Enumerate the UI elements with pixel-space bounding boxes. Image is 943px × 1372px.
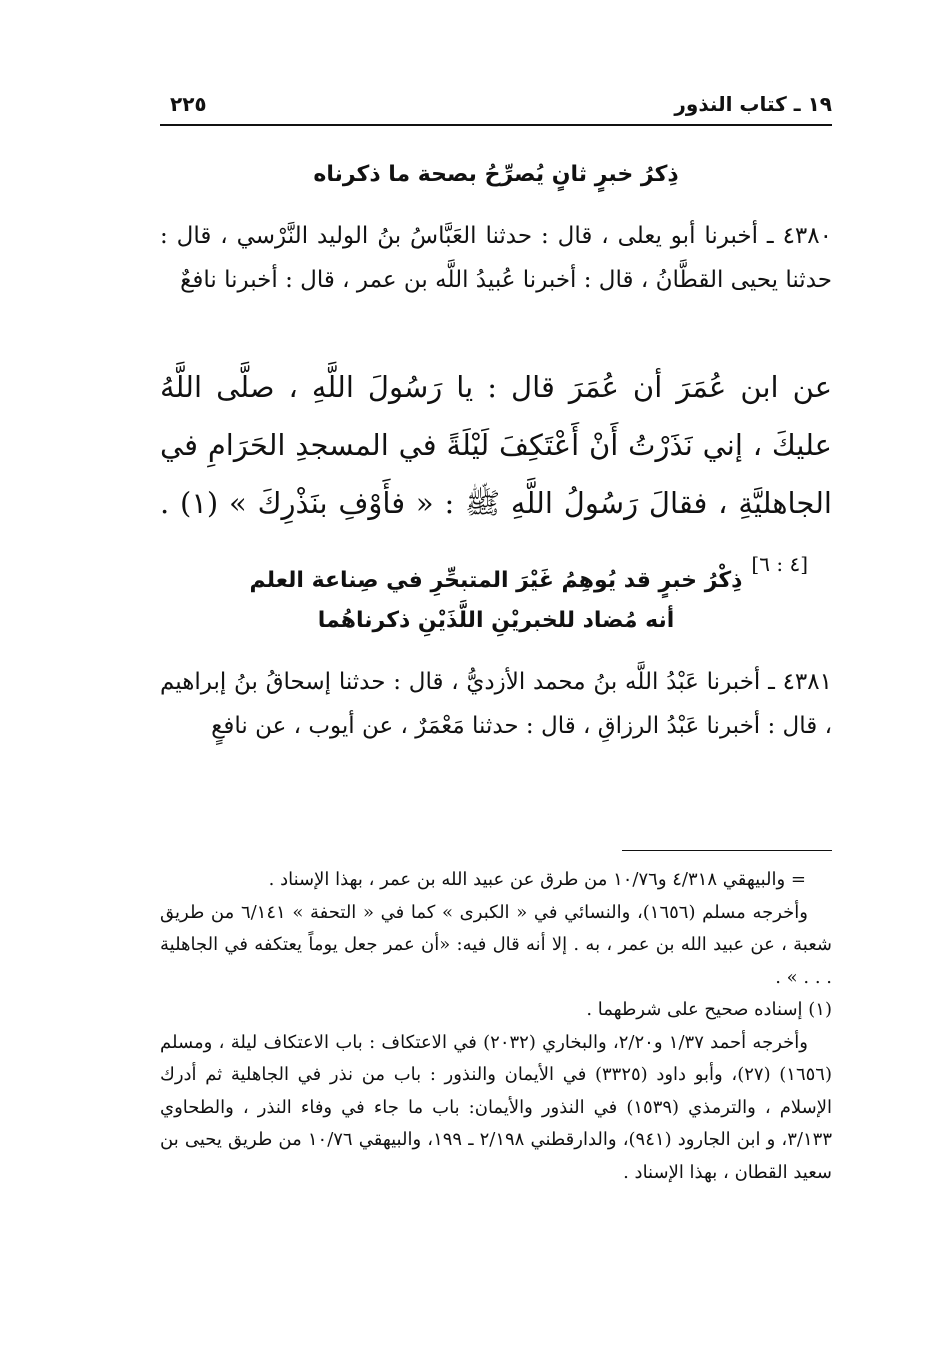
footnotes — [160, 864, 832, 1189]
hadith-matn — [160, 358, 832, 593]
section-heading-continued: أنه مُضاد للخبريْنِ اللَّذَيْنِ ذكرناهُما — [317, 608, 675, 633]
page-number: ٢٢٥ — [170, 92, 207, 116]
hadith-reference: [٤ : ٦] — [751, 552, 808, 576]
footnote-1-text: وأخرجه أحمد ١/٣٧ و٢/٢٠، والبخاري (٢٠٣٢) في الاعتكاف : باب الاعتكاف ليلة ، ومسلم (١٦٥٦) (٢٧)، وأبو داود (٣٣٢٥) في الأيمان والنذور : باب من نذر في الجاهلية ثم أدرك الإسلام ، والترمذي (١٥٣٩) في النذور والأيمان: باب ما جاء في وفاء النذر ، والطحاوي ٣/١٣٣، و ابن الجارود (٩٤١)، والدارقطني ٢/١٩٨ ـ ١٩٩، والبيهقي ١٠/٧٦ من طريق يحيى بن سعيد القطان ، بهذا الإسناد . — [160, 1031, 832, 1183]
section-heading: ذِكْرُ خبرٍ قد يُوهِمُ غَيْرَ المتبحِّرِ في صِناعة العلم — [249, 568, 743, 593]
footnote-divider — [622, 850, 832, 851]
running-header — [160, 88, 832, 126]
section-heading: ذِكرُ خبرٍ ثانٍ يُصرِّحُ بصحة ما ذكرناه — [313, 162, 679, 187]
hadith-matn-text: عن ابن عُمَرَ أن عُمَرَ قال : يا رَسُولَ اللَّهِ ، صلَّى اللَّهُ عليكَ ، إني نَذَرْتُ أَنْ أَعْتَكِفَ لَيْلَةً في المسجدِ الحَرَامِ في الجاهليَّةِ ، فقالَ رَسُولُ اللَّهِ ﷺ : « فأَوْفِ بنَذْرِكَ » (١) . — [160, 370, 832, 520]
footnote-text: وأخرجه مسلم (١٦٥٦)، والنسائي في « الكبرى » كما في « التحفة » ٦/١٤١ من طريق شعبة ، عن عبيد الله بن عمر ، به . إلا أنه قال فيه: «أن عمر جعل يوماً يعتكفه في الجاهلية . . . » . — [160, 901, 832, 988]
hadith-isnad: ٤٣٨٠ ـ أخبرنا أبو يعلى ، قال : حدثنا العَبَّاسُ بنُ الوليد النَّرْسي ، قال : حدثنا يحيى القطَّانُ ، قال : أخبرنا عُبيدُ اللَّه بن عمر ، قال : أخبرنا نافعٌ — [160, 223, 832, 293]
chapter-title: ١٩ ـ كتاب النذور — [674, 92, 832, 116]
footnote-1: (١) إسناده صحيح على شرطهما . — [586, 999, 832, 1020]
footnote-continuation: = والبيهقي ٤/٣١٨ و١٠/٧٦ من طرق عن عبيد الله بن عمر ، بهذا الإسناد . — [268, 869, 806, 890]
hadith-isnad: ٤٣٨١ ـ أخبرنا عَبْدُ اللَّه بنُ محمد الأزديُّ ، قال : حدثنا إسحاقُ بنُ إبراهيم ، قال : أخبرنا عَبْدُ الرزاقِ ، قال : حدثنا مَعْمَرٌ ، عن أيوب ، عن نافعٍ — [160, 669, 832, 739]
